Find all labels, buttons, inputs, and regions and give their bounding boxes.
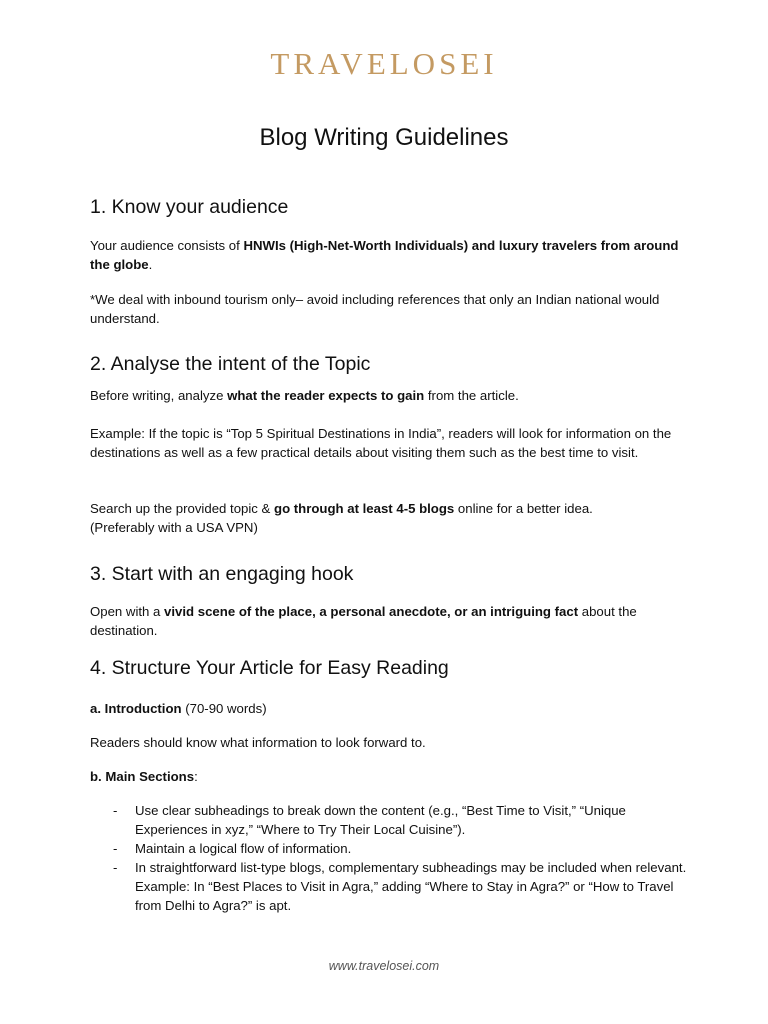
introduction-label: a. Introduction (70-90 words) xyxy=(90,701,267,716)
paragraph-hook: Open with a vivid scene of the place, a personal anecdote, or an intriguing fact about the destination. xyxy=(90,604,637,638)
list-bullet: - xyxy=(113,803,118,818)
list-item: In straightforward list-type blogs, complementary subheadings may be included when relevant. Example: In “Best Places to Visit in Agra,” adding “Where to Stay in Agra?” or “How to Travel from Delhi to Agra?” is apt. xyxy=(135,860,687,913)
section-heading-hook: 3. Start with an engaging hook xyxy=(90,563,354,585)
list-item: Use clear subheadings to break down the content (e.g., “Best Time to Visit,” “Unique Experiences in xyz,” “Where to Try Their Local Cuisine”). xyxy=(135,803,626,837)
paragraph-research: Search up the provided topic & go through at least 4-5 blogs online for a better idea. (Preferably with a USA VPN) xyxy=(90,501,593,535)
list-bullet: - xyxy=(113,860,118,875)
section-heading-audience: 1. Know your audience xyxy=(90,196,289,218)
main-sections-label: b. Main Sections: xyxy=(90,769,198,784)
paragraph-example: Example: If the topic is “Top 5 Spiritual Destinations in India”, readers will look for information on the destinations as well as a few practical details about visiting them such as the best time to visit. xyxy=(90,426,672,460)
paragraph-introduction: Readers should know what information to look forward to. xyxy=(90,735,426,750)
paragraph-analyze: Before writing, analyze what the reader expects to gain from the article. xyxy=(90,388,519,403)
paragraph-inbound-note: *We deal with inbound tourism only– avoid including references that only an Indian national would understand. xyxy=(90,292,660,326)
document-title: Blog Writing Guidelines xyxy=(259,124,509,151)
paragraph-audience: Your audience consists of HNWIs (High-Net-Worth Individuals) and luxury travelers from around the globe. xyxy=(90,238,679,272)
section-heading-structure: 4. Structure Your Article for Easy Reading xyxy=(90,657,449,679)
list-bullet: - xyxy=(113,841,118,856)
section-heading-intent: 2. Analyse the intent of the Topic xyxy=(90,353,371,375)
footer-website: www.travelosei.com xyxy=(328,959,440,973)
list-item: Maintain a logical flow of information. xyxy=(135,841,352,856)
brand-logo: TRAVELOSEI xyxy=(270,46,498,81)
